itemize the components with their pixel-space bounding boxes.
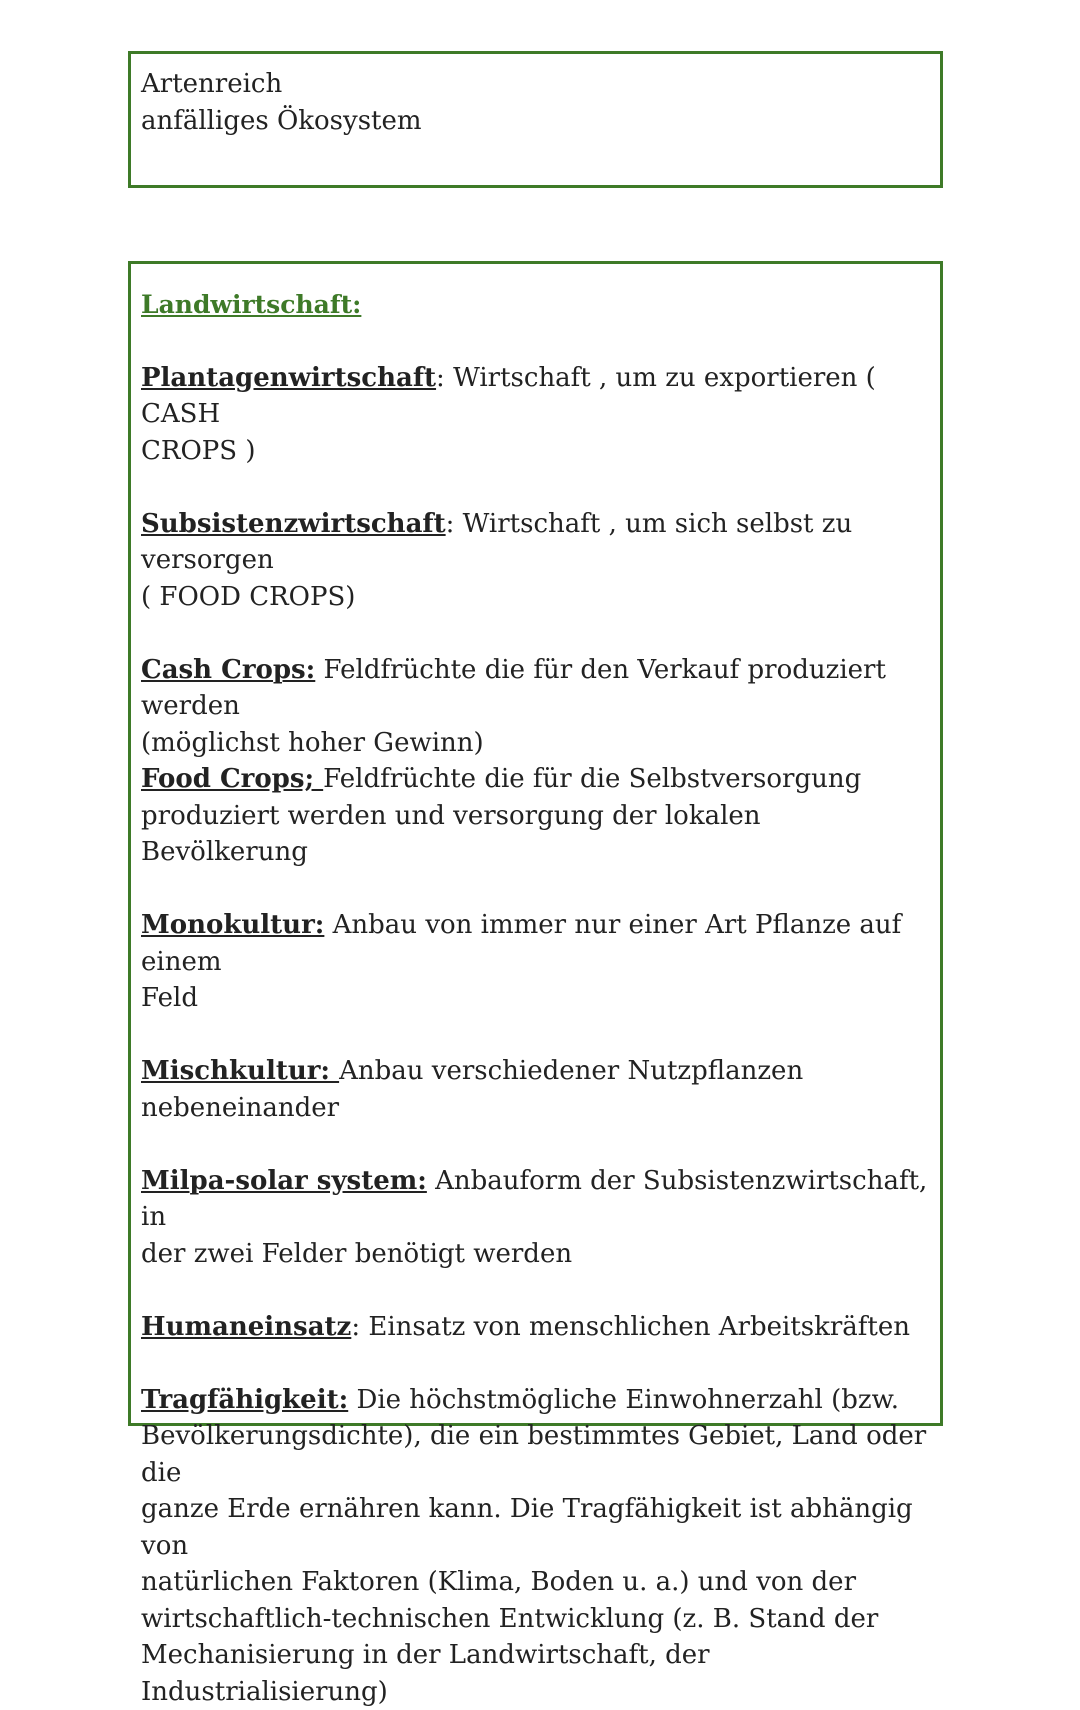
definition-text: Einsatz von menschlichen Arbeitskräften xyxy=(360,1312,910,1342)
definition-cash-crops xyxy=(141,652,930,762)
definition-food-crops xyxy=(141,761,930,871)
definition-text: CROPS ) xyxy=(141,436,256,466)
definition-plantagenwirtschaft xyxy=(141,360,930,470)
term: Milpa-solar system: xyxy=(141,1166,427,1196)
term-separator: : xyxy=(446,509,455,539)
definition-monokultur xyxy=(141,907,930,1017)
term: Tragfähigkeit: xyxy=(141,1385,348,1415)
definitions-box xyxy=(128,261,943,1426)
definition-text: Wirtschaft , um sich selbst zu versorgen xyxy=(141,509,852,576)
term: Monokultur: xyxy=(141,910,324,940)
definition-text: wirtschaftlich-technischen Entwicklung (z. B. Stand der xyxy=(141,1604,878,1634)
spacer xyxy=(141,871,930,908)
definition-text: Die höchstmögliche Einwohnerzahl (bzw. xyxy=(348,1385,899,1415)
definition-text: (möglichst hoher Gewinn) xyxy=(141,728,484,758)
spacer xyxy=(141,323,930,360)
term: Food Crops; xyxy=(141,764,323,794)
spacer xyxy=(141,1017,930,1054)
summary-line-1: Artenreich xyxy=(141,66,930,103)
definition-text: Anbauform der Subsistenzwirtschaft, in xyxy=(141,1166,927,1233)
definition-text: Feld xyxy=(141,983,198,1013)
definition-text: ganze Erde ernähren kann. Die Tragfähigkeit ist abhängig von xyxy=(141,1494,913,1561)
term: Mischkultur: xyxy=(141,1056,339,1086)
definition-text: der zwei Felder benötigt werden xyxy=(141,1239,572,1269)
definition-text: Bevölkerungsdichte), die ein bestimmtes Gebiet, Land oder die xyxy=(141,1421,926,1488)
definition-milpa-solar-system xyxy=(141,1163,930,1273)
definition-tragfaehigkeit xyxy=(141,1382,930,1710)
spacer xyxy=(141,615,930,652)
term: Cash Crops: xyxy=(141,655,315,685)
definition-text: Anbau von immer nur einer Art Pflanze auf einem xyxy=(141,910,901,977)
definition-text: Mechanisierung in der Landwirtschaft, der Industrialisierung) xyxy=(141,1640,710,1707)
definition-text: nebeneinander xyxy=(141,1093,339,1123)
definition-humaneinsatz xyxy=(141,1309,930,1346)
spacer xyxy=(141,1126,930,1163)
spacer xyxy=(141,469,930,506)
spacer xyxy=(141,1345,930,1382)
section-heading: Landwirtschaft: xyxy=(141,287,930,323)
definition-text: Wirtschaft , um zu exportieren ( CASH xyxy=(141,363,876,430)
term-separator: : xyxy=(351,1312,360,1342)
definition-text: produziert werden und versorgung der lokalen Bevölkerung xyxy=(141,801,761,868)
term: Subsistenzwirtschaft xyxy=(141,509,446,539)
spacer xyxy=(141,1272,930,1309)
definition-text: Anbau verschiedener Nutzpflanzen xyxy=(339,1056,803,1086)
definition-text: Feldfrüchte die für den Verkauf produziert werden xyxy=(141,655,886,722)
definition-text: ( FOOD CROPS) xyxy=(141,582,355,612)
definition-text: natürlichen Faktoren (Klima, Boden u. a.) und von der xyxy=(141,1567,856,1597)
definition-text: Feldfrüchte die für die Selbstversorgung xyxy=(323,764,861,794)
term-separator: : xyxy=(436,363,445,393)
summary-box xyxy=(128,51,943,188)
summary-line-2: anfälliges Ökosystem xyxy=(141,103,930,140)
term: Humaneinsatz xyxy=(141,1312,351,1342)
definition-subsistenzwirtschaft xyxy=(141,506,930,616)
term: Plantagenwirtschaft xyxy=(141,363,436,393)
definition-mischkultur xyxy=(141,1053,930,1126)
